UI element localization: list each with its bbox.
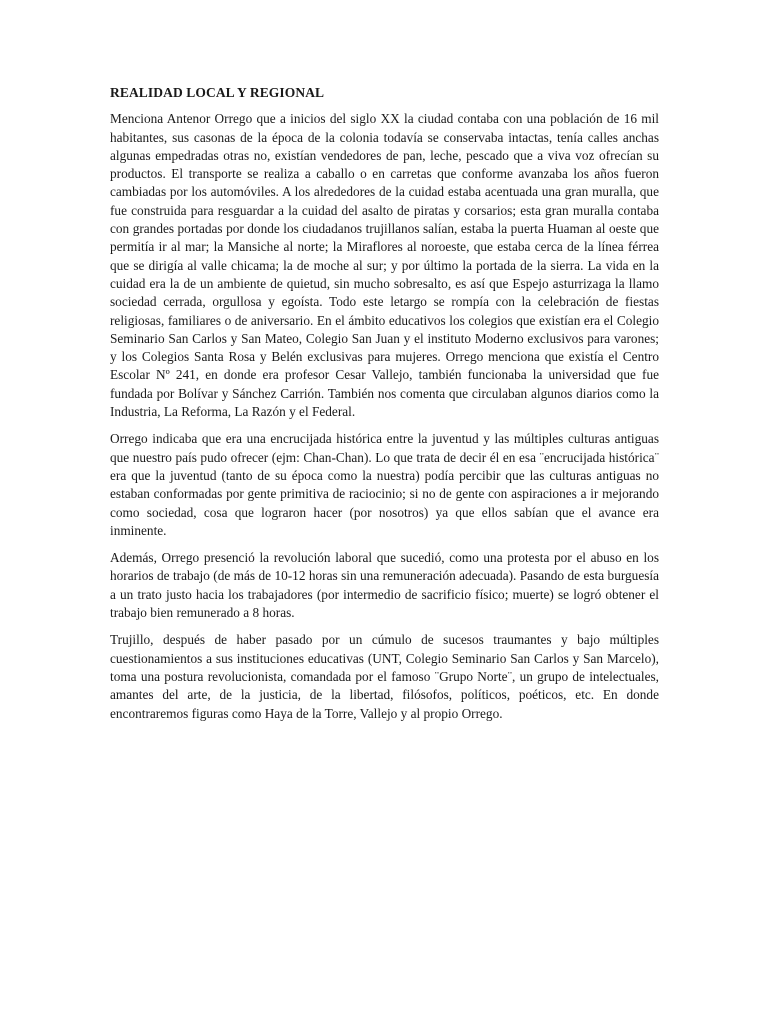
paragraph-historical-crossroads: Orrego indicaba que era una encrucijada histórica entre la juventud y las múltiples culturas antiguas que nuestro país pudo ofrecer (ejm: Chan-Chan). Lo que trata de decir él en esa ¨encrucijada histórica¨ era que la juventud (tanto de su época como la nuestra) podía percibir que las culturas antiguas no estaban conformadas por gente primitiva de raciocinio; si no de gente con aspiraciones a ir mejorando como sociedad, cosa que lograron hacer (por nosotros) ya que ellos sabían que el avance era inminente.	[110, 431, 659, 538]
document-title: REALIDAD LOCAL Y REGIONAL	[110, 85, 325, 100]
document-page	[110, 84, 659, 732]
paragraph-labor-revolution: Además, Orrego presenció la revolución laboral que sucedió, como una protesta por el abuso en los horarios de trabajo (de más de 10-12 horas sin una remuneración adecuada). Pasando de esta burguesía a un trato justo hacia los trabajadores (por intermedio de sacrificio físico; muerte) se logró obtener el trabajo bien remunerado a 8 horas.	[110, 550, 659, 621]
paragraph-local-history: Menciona Antenor Orrego que a inicios del siglo XX la ciudad contaba con una población de 16 mil habitantes, sus casonas de la época de la colonia todavía se conservaba intactas, tenía calles anchas algunas empedradas otras no, existían vendedores de pan, leche, pescado que a viva voz ofrecían su productos. El transporte se realiza a caballo o en carretas que conforme avanzaba los años fueron cambiadas por los automóviles. A los alrededores de la cuidad estaba acentuada una gran muralla, que fue construida para resguardar a la cuidad del asalto de piratas y corsarios; esta gran muralla contaba con grandes portadas por donde los ciudadanos trujillanos salían, estaba la puerta Huaman al oeste que permitía ir al mar; la Mansiche al norte; la Miraflores al noroeste, que estaba cerca de la línea férrea que se dirigía al valle chicama; la de moche al sur; y por último la portada de la sierra. La vida en la cuidad era la de un ambiente de quietud, sin mucho sobresalto, es así que Espejo asturrizaga la llamo sociedad cerrada, orgullosa y egoísta. Todo este letargo se rompía con la celebración de fiestas religiosas, familiares o de aniversario. En el ámbito educativos los colegios que existían era el Colegio Seminario San Carlos y San Mateo, Colegio San Juan y el instituto Moderno exclusivos para varones; y los Colegios Santa Rosa y Belén exclusivas para mujeres. Orrego menciona que existía el Centro Escolar Nº 241, en donde era profesor Cesar Vallejo, también funcionaba la universidad que fue fundada por Bolívar y Sánchez Carrión. También nos comenta que circulaban algunos diarios como la Industria, La Reforma, La Razón y el Federal.	[110, 111, 659, 420]
paragraph-grupo-norte: Trujillo, después de haber pasado por un cúmulo de sucesos traumantes y bajo múltiples cuestionamientos a sus instituciones educativas (UNT, Colegio Seminario San Carlos y San Marcelo), toma una postura revolucionista, comandada por el famoso ¨Grupo Norte¨, un grupo de intelectuales, amantes del arte, de la justicia, de la libertad, filósofos, políticos, poéticos, etc. En donde encontraremos figuras como Haya de la Torre, Vallejo y al propio Orrego.	[110, 632, 659, 721]
